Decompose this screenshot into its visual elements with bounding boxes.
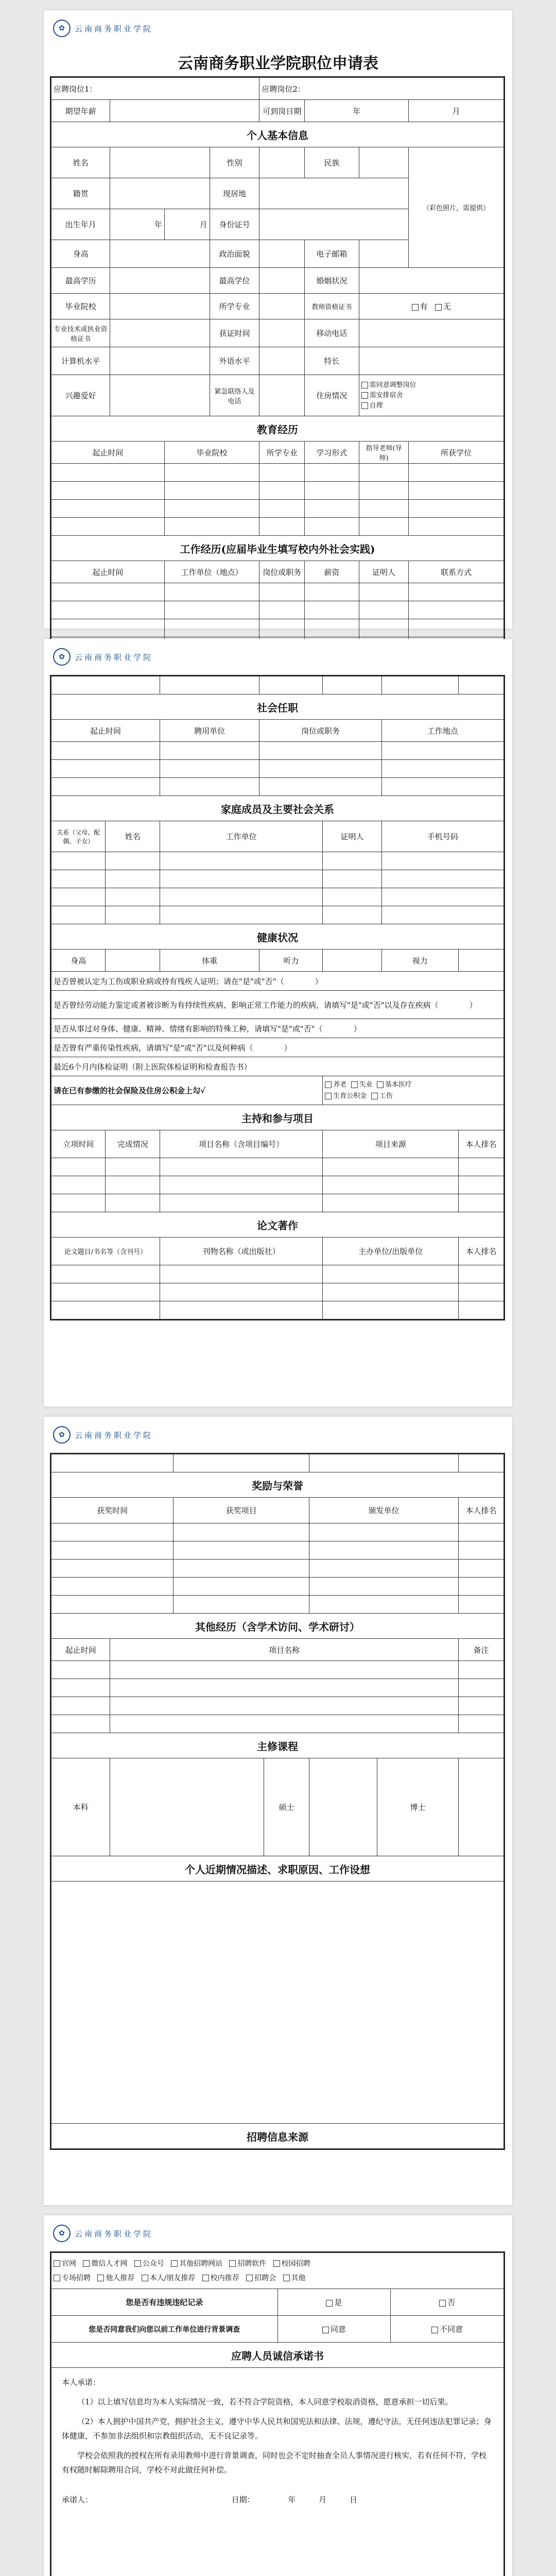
- application-form-part4: [50, 2251, 505, 2576]
- plan-field[interactable]: [51, 1882, 504, 2124]
- papers-heading: 论文著作: [51, 1212, 504, 1238]
- other-heading: 其他经历（含学术访问、学术研讨）: [51, 1614, 504, 1639]
- work-row[interactable]: [51, 676, 504, 694]
- emergency-label: 紧急联络人及电话: [210, 375, 259, 416]
- height-input[interactable]: [106, 950, 160, 972]
- school-logo: ✿ 云南商务职业学院: [53, 2225, 153, 2242]
- checkbox-icon[interactable]: [229, 2260, 236, 2267]
- project-row[interactable]: [51, 1194, 504, 1212]
- cert-field[interactable]: [110, 319, 210, 347]
- background-agree[interactable]: [277, 2316, 391, 2343]
- relocation-label: 住房情况: [305, 375, 359, 416]
- award-row[interactable]: [51, 1578, 504, 1596]
- family-col-2: 工作单位: [160, 821, 322, 852]
- school-logo: ✿ 云南商务职业学院: [53, 648, 153, 666]
- date-month: 月: [319, 2495, 327, 2504]
- degree-label: 最高学位: [210, 268, 259, 294]
- id-field[interactable]: [259, 209, 409, 240]
- checkbox-icon[interactable]: [325, 1081, 332, 1088]
- other-row[interactable]: [51, 1661, 504, 1679]
- photo-hint: （彩色照片，需提供）: [423, 205, 490, 212]
- edu-col-2: 所学专业: [259, 442, 305, 464]
- school-seal-icon: ✿: [53, 20, 71, 37]
- date-year: 年: [288, 2495, 296, 2504]
- award-col-0: 获奖时间: [51, 1498, 173, 1523]
- checkbox-icon[interactable]: [351, 1081, 358, 1088]
- checkbox-icon[interactable]: [325, 1093, 332, 1099]
- hearing-input[interactable]: [323, 950, 381, 972]
- birth-year[interactable]: 年: [110, 209, 164, 240]
- computer-label: 计算机水平: [51, 347, 110, 375]
- cert-time-field[interactable]: [259, 319, 305, 347]
- computer-field[interactable]: [110, 347, 210, 375]
- residence-field[interactable]: [259, 178, 409, 209]
- email-field[interactable]: [359, 240, 409, 268]
- option-dorm: 需安排宿舍: [369, 391, 403, 399]
- option-adjust: 需同意调整岗位: [369, 381, 416, 389]
- major-field[interactable]: [259, 294, 305, 319]
- award-row[interactable]: [51, 1596, 504, 1614]
- checkbox-icon[interactable]: [97, 2275, 104, 2281]
- course-master-field[interactable]: [309, 1758, 377, 1856]
- course-bachelor-label: 本科: [51, 1758, 110, 1856]
- gender-label: 性别: [210, 147, 259, 178]
- course-master-label: 硕士: [264, 1758, 309, 1856]
- project-row[interactable]: [51, 1176, 504, 1194]
- checkbox-icon[interactable]: [283, 2275, 290, 2281]
- awards-heading: 奖励与荣誉: [51, 1472, 504, 1498]
- family-col-0: 关系（父母、配偶、子女）: [51, 821, 106, 852]
- edu-row[interactable]: [51, 464, 504, 482]
- source-opt: 公众号: [142, 2259, 164, 2268]
- family-col-1: 姓名: [106, 821, 160, 852]
- family-row[interactable]: [51, 870, 504, 888]
- major-label: 所学专业: [210, 294, 259, 319]
- paper-col-3: 本人排名: [459, 1238, 504, 1265]
- checkbox-icon[interactable]: [83, 2260, 90, 2267]
- checkbox-icon[interactable]: [273, 2260, 280, 2267]
- family-col-3: 证明人: [323, 821, 381, 852]
- edu-col-4: 指导老师(导师): [359, 442, 409, 464]
- proj-col-0: 立项时间: [51, 1130, 106, 1158]
- proj-col-1: 完成情况: [106, 1130, 160, 1158]
- date-day: 日: [349, 2495, 357, 2504]
- background-disagree[interactable]: [391, 2316, 504, 2343]
- other-row[interactable]: [51, 1697, 504, 1715]
- health-q5[interactable]: 最近6个月内体检证明（附上医院体检证明和检查报告书）: [51, 1057, 504, 1076]
- teacher-cert-options[interactable]: [359, 294, 503, 319]
- award-row[interactable]: [51, 1560, 504, 1578]
- application-form-part3: [50, 1453, 505, 2150]
- family-row[interactable]: [51, 852, 504, 870]
- work-col-1: 工作单位（地点）: [164, 561, 259, 583]
- source-opt: 其他: [291, 2274, 306, 2282]
- residence-label: 现居地: [210, 178, 259, 209]
- emergency-field[interactable]: [259, 375, 305, 416]
- promise-p0: 本人承诺：: [62, 2378, 101, 2387]
- edu-row[interactable]: [51, 500, 504, 518]
- ins-pension: 养老: [333, 1080, 347, 1089]
- violation-yes[interactable]: [277, 2289, 391, 2316]
- checkbox-icon[interactable]: [54, 2275, 60, 2281]
- hobby-label: 兴趣爱好: [51, 375, 110, 416]
- family-row[interactable]: [51, 888, 504, 906]
- checkbox-icon[interactable]: [361, 382, 368, 388]
- checkbox-icon[interactable]: [246, 2275, 253, 2281]
- native-field[interactable]: [110, 178, 210, 209]
- vision-label: 视力: [381, 950, 458, 972]
- weight-label: 体重: [160, 950, 259, 972]
- source-options[interactable]: [51, 2253, 504, 2289]
- proj-col-2: 项目名称（含项目编号）: [160, 1130, 322, 1158]
- available-month[interactable]: 月: [409, 100, 504, 122]
- violation-question: 您是否有违规违纪记录: [51, 2289, 278, 2316]
- politics-field[interactable]: [259, 240, 305, 268]
- paper-col-2: 主办单位/出版单位: [323, 1238, 459, 1265]
- award-col-1: 获奖项目: [173, 1498, 309, 1523]
- violation-no[interactable]: [391, 2289, 504, 2316]
- date-label: 日期：: [231, 2495, 255, 2504]
- project-row[interactable]: [51, 1158, 504, 1176]
- school-field[interactable]: [110, 294, 210, 319]
- paper-row[interactable]: [51, 1454, 504, 1472]
- checkbox-icon[interactable]: [326, 2300, 333, 2307]
- other-row[interactable]: [51, 1679, 504, 1697]
- cert-label: 专业技术或执业资格证书: [51, 319, 110, 347]
- other-row[interactable]: [51, 1715, 504, 1733]
- insurance-options[interactable]: [323, 1076, 504, 1105]
- photo-box[interactable]: [409, 147, 504, 268]
- page-3: [44, 1417, 512, 2205]
- page-2: [44, 639, 512, 1406]
- checkbox-icon[interactable]: [431, 2327, 438, 2333]
- ins-unemployment: 失业: [359, 1080, 373, 1089]
- ins-medical: 基本医疗: [385, 1080, 412, 1089]
- ethnic-label: 民族: [305, 147, 359, 178]
- checkbox-icon[interactable]: [171, 2260, 178, 2267]
- course-doctor-field[interactable]: [459, 1758, 504, 1856]
- edu-row[interactable]: [51, 518, 504, 536]
- height-field[interactable]: [110, 240, 210, 268]
- name-field[interactable]: [110, 147, 210, 178]
- has-option: 有: [420, 302, 428, 311]
- family-row[interactable]: [51, 906, 504, 924]
- marital-label: 婚姻状况: [305, 268, 359, 294]
- teacher-cert-label: 教师资格证书: [305, 294, 359, 319]
- other-col-1: 项目名称: [110, 1639, 459, 1661]
- work-row[interactable]: [51, 601, 504, 619]
- social-row[interactable]: [51, 742, 504, 760]
- option-self: 自理: [369, 401, 383, 410]
- source-opt: 校内推荐: [210, 2274, 239, 2282]
- available-date-label: 可到岗日期: [259, 100, 305, 122]
- application-form-part2: [50, 675, 505, 1320]
- birth-month[interactable]: 月: [164, 209, 210, 240]
- page-1: [44, 10, 512, 629]
- checkbox-icon[interactable]: [322, 2327, 329, 2333]
- plan-heading: 个人近期情况描述、求职原因、工作设想: [51, 1856, 504, 1882]
- ins-fund: 生育公积金: [333, 1092, 367, 1100]
- email-label: 电子邮箱: [305, 240, 359, 268]
- course-bachelor-field[interactable]: [110, 1758, 264, 1856]
- vision-input[interactable]: [459, 950, 504, 972]
- position2-label[interactable]: 应聘岗位2：: [259, 78, 504, 100]
- edu-col-0: 起止时间: [51, 442, 165, 464]
- social-col-1: 聘用单位: [160, 720, 259, 742]
- marital-field[interactable]: [359, 268, 503, 294]
- school-seal-icon: ✿: [53, 648, 71, 666]
- agree-label: 同意: [330, 2325, 346, 2334]
- gender-field[interactable]: [259, 147, 305, 178]
- birth-label: 出生年月: [51, 209, 110, 240]
- salary-label: 期望年薪: [51, 100, 110, 122]
- work-col-3: 薪资: [305, 561, 359, 583]
- other-col-0: 起止时间: [51, 1639, 110, 1661]
- height-label2: 身高: [51, 950, 106, 972]
- sign-label: 承诺人：: [62, 2495, 93, 2504]
- school-logo: ✿ 云南商务职业学院: [53, 20, 153, 37]
- edu-col-1: 毕业院校: [164, 442, 259, 464]
- work-col-0: 起止时间: [51, 561, 165, 583]
- source-opt: 他人推荐: [106, 2274, 135, 2282]
- proj-col-4: 本人排名: [459, 1130, 504, 1158]
- health-q3[interactable]: 是否从事过对身体、健康、精神、情绪有影响的特殊工种，请填写"是"或"否"（ ）: [51, 1019, 504, 1038]
- edu-col-5: 所获学位: [409, 442, 504, 464]
- paper-col-1: 刊物名称（或出版社）: [160, 1238, 322, 1265]
- source-opt: 专场招聘: [62, 2274, 91, 2282]
- school-logo: ✿ 云南商务职业学院: [53, 1426, 153, 1444]
- checkbox-icon[interactable]: [54, 2260, 60, 2267]
- checkbox-icon[interactable]: [435, 304, 442, 311]
- work-heading: 工作经历(应届毕业生填写校内外社会实践): [51, 536, 504, 561]
- promise-p1: （1）以上填写信息均为本人实际情况一致，若不符合学院资格，本人同意学校取消资格，愿意承担一切后果。: [77, 2397, 453, 2406]
- relocation-options[interactable]: [359, 375, 503, 416]
- checkbox-icon[interactable]: [371, 1093, 378, 1099]
- promise-heading: 应聘人员诚信承诺书: [51, 2343, 504, 2368]
- checkbox-icon[interactable]: [439, 2300, 446, 2307]
- disagree-label: 不同意: [440, 2325, 463, 2334]
- source-opt: 校园招聘: [281, 2259, 310, 2268]
- social-col-2: 岗位或职务: [259, 720, 381, 742]
- award-row[interactable]: [51, 1523, 504, 1541]
- hobby-field[interactable]: [110, 375, 210, 416]
- yes-label: 是: [334, 2298, 342, 2307]
- application-form-part1: [50, 76, 505, 674]
- english-label: 外语水平: [210, 347, 259, 375]
- basic-info-heading: 个人基本信息: [51, 122, 504, 147]
- promise-p3: 学校会依照我的授权在所有录用教师中进行背景调查，同时也会不定时抽查全员人事情况进行核实，若有任何不符，学校有权随时解除聘用合同，学校不对此做任何补偿。: [62, 2451, 487, 2475]
- checkbox-icon[interactable]: [142, 2275, 148, 2281]
- work-col-4: 证明人: [359, 561, 409, 583]
- native-label: 籍贯: [51, 178, 110, 209]
- promise-p2: （2）本人拥护中国共产党，拥护社会主义，遵守中华人民共和国宪法和法律、法规，遵纪守法，无任何违法犯罪记录；身体健康，不参加非法组织和宗教组织活动，无不良记录等。: [62, 2417, 492, 2441]
- paper-row[interactable]: [51, 1301, 504, 1319]
- paper-row[interactable]: [51, 1283, 504, 1301]
- checkbox-icon[interactable]: [361, 392, 368, 399]
- id-label: 身份证号: [210, 209, 259, 240]
- height-label: 身高: [51, 240, 110, 268]
- work-col-5: 联系方式: [409, 561, 504, 583]
- ethnic-field[interactable]: [359, 147, 409, 178]
- social-heading: 社会任职: [51, 694, 504, 720]
- degree-field[interactable]: [259, 268, 305, 294]
- checkbox-icon[interactable]: [377, 1081, 384, 1088]
- none-option: 无: [443, 302, 451, 311]
- page-4: [44, 2215, 512, 2576]
- page-title: 云南商务职业学院职位申请表: [178, 55, 378, 73]
- no-label: 否: [447, 2298, 456, 2307]
- checkbox-icon[interactable]: [412, 304, 419, 311]
- checkbox-icon[interactable]: [134, 2260, 141, 2267]
- promise-body: [51, 2368, 504, 2576]
- english-field[interactable]: [259, 347, 305, 375]
- background-question: 您是否同意我们向您以前工作单位进行背景调查: [51, 2316, 278, 2343]
- family-col-4: 手机号码: [381, 821, 503, 852]
- school-label: 毕业院校: [51, 294, 110, 319]
- insurance-label: 请在已有参缴的社会保险及住房公积金上勾√: [51, 1076, 323, 1105]
- proj-col-3: 项目来源: [323, 1130, 459, 1158]
- source-opt: 微信人才网: [91, 2259, 128, 2268]
- edu-col-3: 学习形式: [305, 442, 359, 464]
- edu-field[interactable]: [110, 268, 210, 294]
- work-row[interactable]: [51, 619, 504, 637]
- health-q1[interactable]: 是否曾被认定为工伤或职业病或持有残疾人证明；请在"是"或"否"（ ）: [51, 972, 504, 991]
- paper-col-0: 论文题目/书名等（含刊号）: [51, 1238, 160, 1265]
- name-label: 姓名: [51, 147, 110, 178]
- social-col-3: 工作地点: [381, 720, 503, 742]
- cert-time-label: 获证时间: [210, 319, 259, 347]
- phone-field[interactable]: [359, 319, 503, 347]
- source-opt: 官网: [62, 2259, 76, 2268]
- checkbox-icon[interactable]: [361, 402, 368, 409]
- paper-row[interactable]: [51, 1265, 504, 1283]
- edu-label: 最高学历: [51, 268, 110, 294]
- school-seal-icon: ✿: [53, 1426, 71, 1444]
- edu-row[interactable]: [51, 482, 504, 500]
- family-heading: 家庭成员及主要社会关系: [51, 796, 504, 821]
- source-opt: 其他招聘网站: [179, 2259, 223, 2268]
- social-row[interactable]: [51, 760, 504, 778]
- course-doctor-label: 博士: [377, 1758, 458, 1856]
- award-col-3: 本人排名: [459, 1498, 504, 1523]
- hearing-label: 听力: [259, 950, 323, 972]
- social-col-0: 起止时间: [51, 720, 160, 742]
- projects-heading: 主持和参与项目: [51, 1105, 504, 1130]
- salary-value[interactable]: [110, 100, 259, 122]
- source-opt: 招聘软件: [237, 2259, 267, 2268]
- source-heading: 招聘信息来源: [51, 2124, 504, 2149]
- source-opt: 招聘会: [254, 2274, 276, 2282]
- work-col-2: 岗位或职务: [259, 561, 305, 583]
- position1-label[interactable]: 应聘岗位1：: [51, 78, 259, 100]
- school-seal-icon: ✿: [53, 2225, 71, 2242]
- health-heading: 健康状况: [51, 924, 504, 950]
- courses-heading: 主修课程: [51, 1733, 504, 1758]
- social-row[interactable]: [51, 778, 504, 796]
- politics-label: 政治面貌: [210, 240, 259, 268]
- phone-label: 移动电话: [305, 319, 359, 347]
- specialty-field[interactable]: [359, 347, 503, 375]
- award-col-2: 颁发单位: [309, 1498, 459, 1523]
- checkbox-icon[interactable]: [202, 2275, 209, 2281]
- source-opt: 本人/朋友推荐: [149, 2274, 196, 2282]
- health-q4[interactable]: 是否曾有严重传染性疾病，请填写"是"或"否"以及何种病（ ）: [51, 1038, 504, 1057]
- available-year[interactable]: 年: [305, 100, 409, 122]
- award-row[interactable]: [51, 1541, 504, 1560]
- education-heading: 教育经历: [51, 416, 504, 442]
- health-q2[interactable]: 是否曾经劳动能力鉴定或者被诊断为有持续性疾病、影响正常工作能力的疾病，请填写"是"或"否"以及存在疾病（ ）: [51, 991, 504, 1019]
- ins-injury: 工伤: [379, 1092, 393, 1100]
- other-col-2: 备注: [459, 1639, 504, 1661]
- work-row[interactable]: [51, 583, 504, 601]
- specialty-label: 特长: [305, 347, 359, 375]
